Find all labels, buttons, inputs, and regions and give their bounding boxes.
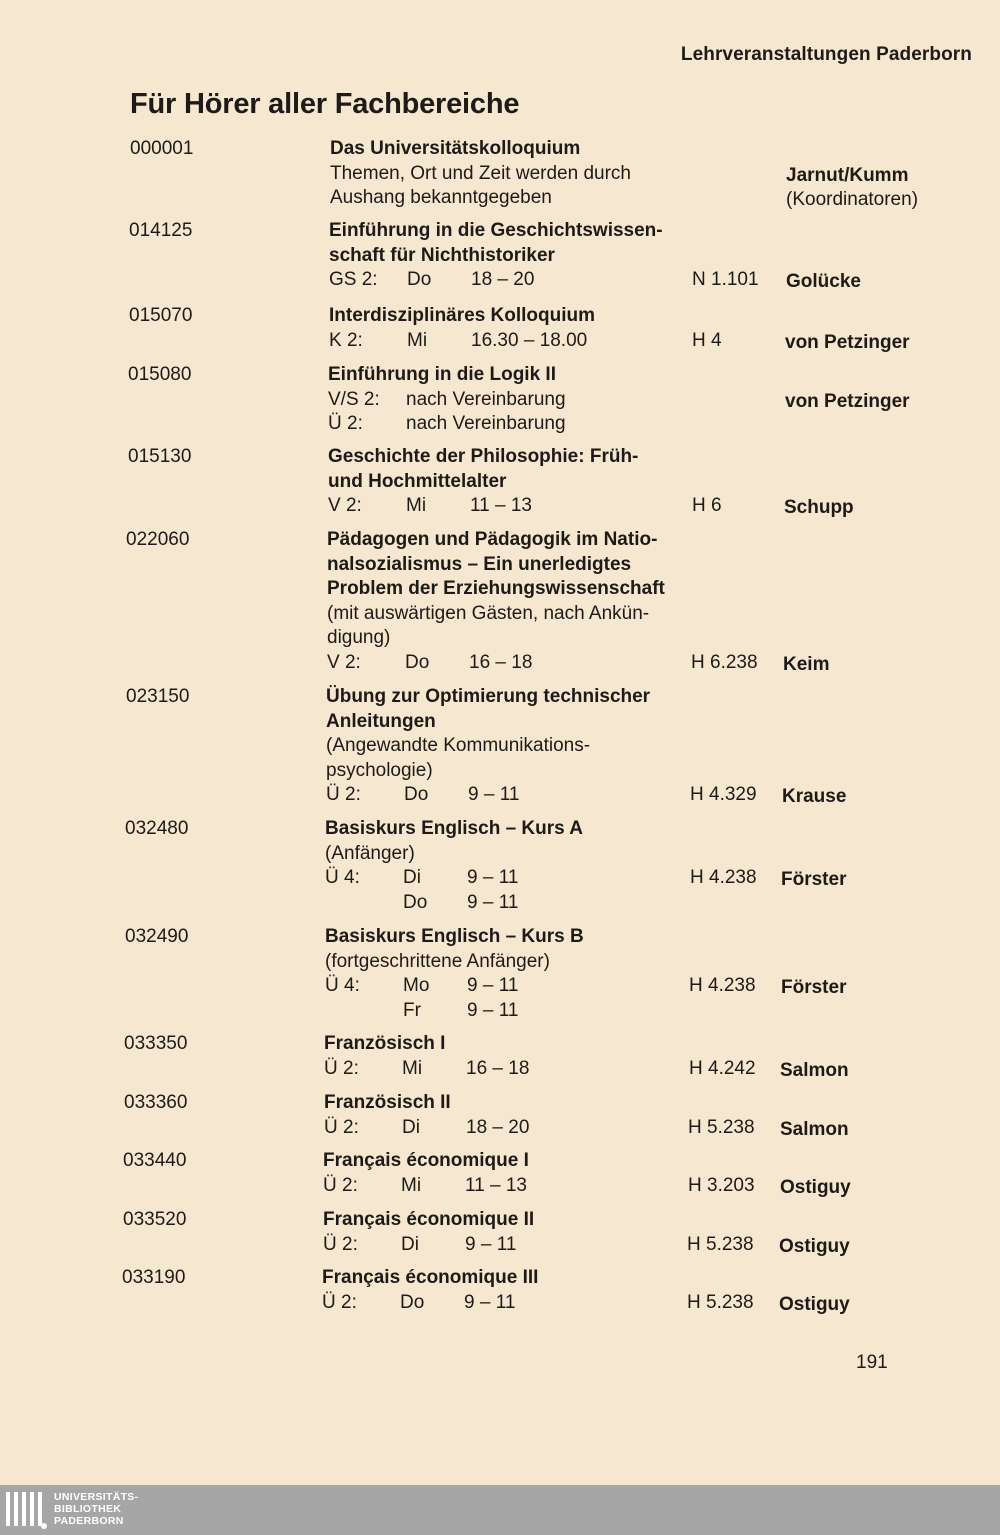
course-number: 000001 (130, 138, 194, 159)
footer-bar (0, 1485, 1000, 1535)
lecturer (785, 390, 910, 415)
course-number: 033190 (122, 1267, 186, 1288)
course-time: 9 – 11 (467, 867, 519, 888)
course-day: nach Vereinbarung (406, 388, 566, 410)
course-day: Mi (402, 1057, 423, 1079)
lecturer-name: Golücke (786, 271, 861, 292)
course-day: nach Vereinbarung (406, 413, 566, 434)
course-title-line: Pädagogen und Pädagogik im Natio- (327, 529, 658, 550)
schedule-row (328, 412, 698, 437)
course-day: Mi (407, 329, 428, 351)
room: H 3.203 (688, 1174, 755, 1196)
course-number: 033360 (124, 1092, 188, 1113)
course-title-line: Französisch II (324, 1092, 451, 1113)
schedule-row (323, 1233, 693, 1258)
course-type: GS 2: (329, 269, 378, 290)
course-day: Mi (401, 1174, 422, 1196)
course-title-line: Geschichte der Philosophie: Früh- (328, 446, 639, 467)
course-details (323, 1208, 693, 1257)
course-details (328, 363, 698, 437)
course-description-line: digung) (327, 627, 391, 648)
course-type: Ü 2: (328, 413, 363, 434)
schedule-row (324, 1057, 694, 1082)
room: H 4 (692, 329, 722, 351)
course-type: K 2: (329, 329, 363, 351)
lecturer-name: von Petzinger (785, 331, 910, 353)
library-logo-text (54, 1491, 138, 1527)
lecturer-name: von Petzinger (785, 390, 910, 412)
course-title-line: Französisch I (324, 1033, 446, 1054)
room: H 5.238 (687, 1291, 754, 1313)
lecturer (786, 164, 918, 213)
room: H 4.238 (689, 975, 756, 996)
course-day: Mo (403, 975, 430, 996)
course-number: 022060 (126, 529, 190, 550)
course-title-line: Basiskurs Englisch – Kurs B (325, 926, 584, 947)
course-title-line: Einführung in die Geschichtswissen- (329, 220, 663, 241)
course-time: 9 – 11 (467, 975, 519, 996)
course-day: Do (400, 1291, 425, 1313)
lecturer (785, 331, 910, 356)
course-details (327, 528, 697, 675)
course-time: 11 – 13 (465, 1174, 527, 1196)
room: H 6 (692, 495, 722, 516)
lecturer (784, 496, 854, 521)
course-title-line: nalsozialismus – Ein unerledigtes (327, 553, 632, 575)
lecturer (780, 1118, 849, 1143)
course-details (325, 817, 695, 915)
course-title-line: Français économique III (322, 1267, 539, 1288)
course-number: 015130 (128, 446, 192, 467)
lecturer (779, 1235, 850, 1260)
course-description-line: Themen, Ort und Zeit werden durch (330, 162, 631, 184)
lecturer-name: Ostiguy (779, 1235, 850, 1257)
lecturer (786, 270, 861, 295)
course-number: 015080 (128, 364, 192, 385)
course-details (328, 445, 698, 519)
page-number: 191 (856, 1352, 888, 1373)
room: H 4.238 (690, 867, 757, 888)
course-day: Di (401, 1233, 419, 1255)
course-number: 033520 (123, 1209, 187, 1230)
course-time: 18 – 20 (471, 269, 535, 290)
lecturer (782, 785, 846, 810)
course-details (324, 1032, 694, 1081)
course-day: Di (403, 867, 421, 888)
course-details (330, 137, 700, 211)
course-details (329, 219, 699, 293)
course-title-line: Interdisziplinäres Kolloquium (329, 305, 596, 326)
course-description-line: (mit auswärtigen Gästen, nach Ankün- (327, 602, 650, 624)
course-details (325, 925, 695, 1023)
lecturer-name: Ostiguy (780, 1176, 851, 1198)
course-description-line: psychologie) (326, 759, 433, 781)
course-time: 9 – 11 (465, 1233, 517, 1255)
course-number: 032490 (125, 926, 189, 947)
room: H 4.329 (690, 784, 757, 805)
course-number: 023150 (126, 686, 190, 707)
course-title-line: Français économique I (323, 1150, 529, 1171)
lecturer (783, 653, 829, 678)
lecturer (780, 1059, 849, 1084)
course-number: 032480 (125, 818, 189, 839)
library-logo (4, 1490, 154, 1530)
course-number: 033350 (124, 1033, 188, 1054)
schedule-row (324, 1116, 694, 1141)
course-time: 16 – 18 (469, 651, 533, 673)
course-title-line: Einführung in die Logik II (328, 364, 556, 385)
course-type: V 2: (327, 651, 361, 673)
lecturer-name: Schupp (784, 497, 854, 518)
course-type: Ü 2: (326, 784, 361, 805)
lecturer-name: Keim (783, 653, 830, 675)
section-title: Für Hörer aller Fachbereiche (130, 88, 520, 120)
logo-line: PADERBORN (54, 1515, 124, 1527)
schedule-row (322, 1291, 692, 1316)
schedule-row (328, 494, 698, 519)
course-description-line: (Anfänger) (325, 842, 415, 864)
course-type: Ü 2: (322, 1291, 357, 1313)
lecturer (779, 1293, 850, 1318)
room: H 5.238 (687, 1233, 754, 1255)
course-time: 18 – 20 (466, 1116, 530, 1138)
course-title-line: Übung zur Optimierung technischer (326, 686, 651, 707)
course-number: 014125 (129, 220, 193, 241)
schedule-row (325, 974, 695, 999)
course-day: Di (402, 1116, 420, 1138)
course-day: Mi (406, 495, 427, 516)
schedule-row (329, 329, 699, 354)
course-time: 16.30 – 18.00 (471, 329, 588, 351)
lecturer-name: Krause (782, 786, 847, 807)
room: N 1.101 (692, 269, 759, 290)
course-type: Ü 4: (325, 867, 360, 888)
course-type: Ü 2: (324, 1116, 359, 1138)
course-title-line: Français économique II (323, 1209, 535, 1230)
course-day: Do (403, 891, 428, 913)
library-logo-icon (4, 1490, 50, 1530)
course-number: 015070 (129, 305, 193, 326)
course-time: 9 – 11 (467, 891, 519, 913)
lecturer-name: Salmon (780, 1059, 849, 1081)
lecturer-name: Ostiguy (779, 1293, 850, 1315)
course-details (326, 685, 696, 808)
running-header: Lehrveranstaltungen Paderborn (680, 44, 972, 65)
lecturer (781, 868, 846, 893)
course-time: 9 – 11 (468, 784, 520, 805)
course-details (329, 304, 699, 353)
logo-line: UNIVERSITÄTS- (54, 1491, 139, 1503)
schedule-row (325, 866, 695, 891)
course-type: Ü 4: (325, 975, 360, 996)
lecturer (780, 1176, 851, 1201)
course-type: Ü 2: (323, 1174, 358, 1196)
schedule-row (326, 783, 696, 808)
lecturer-name: Jarnut/Kumm (786, 164, 909, 186)
course-type: V/S 2: (328, 388, 380, 410)
schedule-row (325, 999, 695, 1024)
course-time: 16 – 18 (466, 1057, 530, 1079)
course-details (322, 1266, 692, 1315)
course-type: Ü 2: (324, 1057, 359, 1079)
logo-line: BIBLIOTHEK (54, 1503, 122, 1515)
course-title-line: Basiskurs Englisch – Kurs A (325, 818, 584, 839)
course-time: 11 – 13 (470, 495, 532, 516)
room: H 5.238 (688, 1116, 755, 1138)
lecturer (781, 976, 846, 1001)
lecturer-name: Salmon (780, 1118, 849, 1140)
lecturer-note: (Koordinatoren) (786, 189, 919, 210)
course-title-line: und Hochmittelalter (328, 470, 507, 492)
course-day: Do (405, 651, 430, 673)
course-number: 033440 (123, 1150, 187, 1171)
lecturer-name: Förster (781, 977, 847, 998)
schedule-row (329, 268, 699, 293)
course-details (324, 1091, 694, 1140)
course-description-line: (fortgeschrittene Anfänger) (325, 950, 550, 972)
schedule-row (327, 651, 697, 676)
schedule-row (328, 388, 698, 413)
lecturer-name: Förster (781, 869, 847, 890)
course-description-line: (Angewandte Kommunikations- (326, 735, 591, 756)
course-type: Ü 2: (323, 1233, 358, 1255)
course-day: Fr (403, 999, 421, 1021)
course-day: Do (407, 269, 432, 290)
course-title-line: Anleitungen (326, 710, 436, 732)
course-title-line: Das Universitätskolloquium (330, 138, 581, 159)
course-details (323, 1149, 693, 1198)
room: H 6.238 (691, 651, 758, 673)
room: H 4.242 (689, 1057, 756, 1079)
course-description-line: Aushang bekanntgegeben (330, 187, 552, 208)
schedule-row (323, 1174, 693, 1199)
course-day: Do (404, 784, 429, 805)
course-type: V 2: (328, 495, 362, 516)
schedule-row (325, 891, 695, 916)
course-time: 9 – 11 (464, 1291, 516, 1313)
course-time: 9 – 11 (467, 999, 519, 1021)
course-title-line: Problem der Erziehungswissenschaft (327, 578, 665, 599)
course-title-line: schaft für Nichthistoriker (329, 244, 555, 266)
